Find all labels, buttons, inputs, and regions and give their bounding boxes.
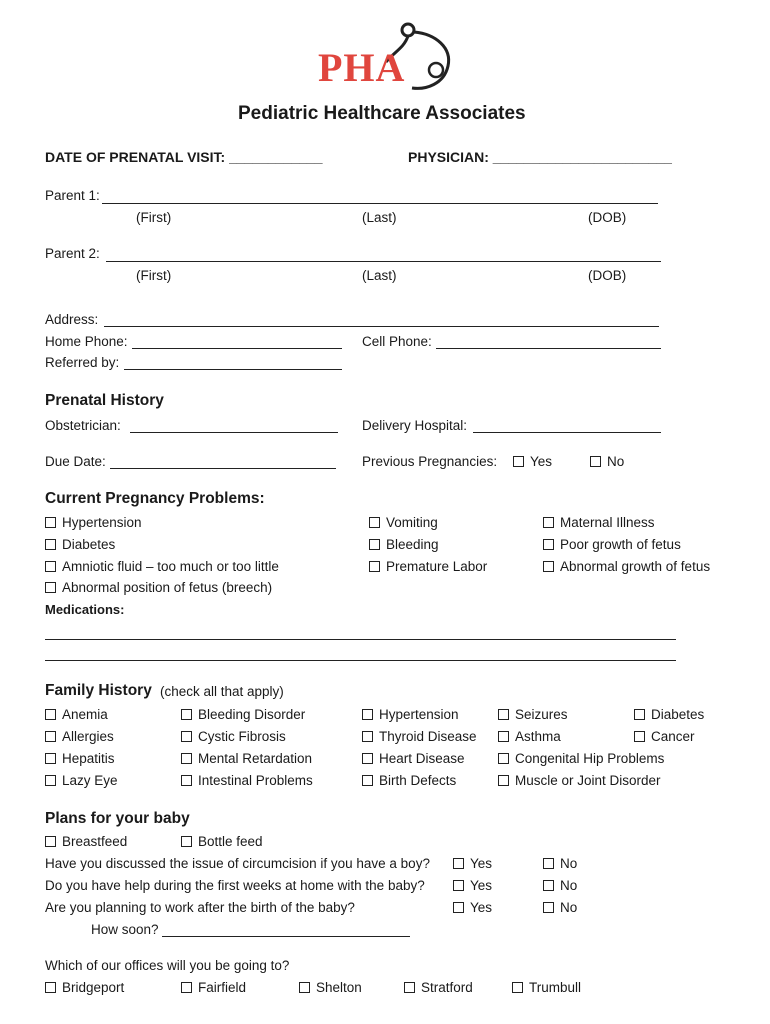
checkbox-icon[interactable] <box>45 731 56 742</box>
family-item[interactable]: Heart Disease <box>362 751 465 766</box>
offices-question: Which of our offices will you be going to? <box>45 958 290 973</box>
checkbox-icon[interactable] <box>362 709 373 720</box>
parent1-field[interactable] <box>102 203 658 204</box>
problem-item[interactable]: Poor growth of fetus <box>543 537 681 552</box>
circumcision-question: Have you discussed the issue of circumcision if you have a boy? <box>45 856 430 871</box>
checkbox-icon[interactable] <box>498 753 509 764</box>
obstetrician-field[interactable] <box>130 432 338 433</box>
cell-phone-field[interactable] <box>436 348 661 349</box>
pregnancy-problems-heading: Current Pregnancy Problems: <box>45 490 265 507</box>
checkbox-icon[interactable] <box>45 982 56 993</box>
home-phone-field[interactable] <box>132 348 342 349</box>
checkbox-icon[interactable] <box>543 539 554 550</box>
family-item[interactable]: Birth Defects <box>362 773 456 788</box>
medications-line-1[interactable] <box>45 639 676 640</box>
due-date-label: Due Date: <box>45 454 106 469</box>
family-item[interactable]: Lazy Eye <box>45 773 118 788</box>
problem-item[interactable]: Hypertension <box>45 515 142 530</box>
home-phone-label: Home Phone: <box>45 334 128 349</box>
office-option[interactable]: Trumbull <box>512 980 581 995</box>
checkbox-icon[interactable] <box>453 858 464 869</box>
checkbox-icon[interactable] <box>634 709 645 720</box>
parent2-first-caption: (First) <box>136 268 172 283</box>
how-soon-label: How soon? <box>91 922 159 937</box>
checkbox-icon[interactable] <box>45 753 56 764</box>
checkbox-icon[interactable] <box>45 582 56 593</box>
checkbox-icon[interactable] <box>45 775 56 786</box>
checkbox-icon[interactable] <box>543 880 554 891</box>
checkbox-icon[interactable] <box>362 753 373 764</box>
checkbox-icon[interactable] <box>362 775 373 786</box>
referred-by-field[interactable] <box>124 369 342 370</box>
family-item[interactable]: Bleeding Disorder <box>181 707 305 722</box>
work-no[interactable]: No <box>543 900 577 915</box>
problem-item[interactable]: Bleeding <box>369 537 439 552</box>
prenatal-visit-date-label[interactable]: DATE OF PRENATAL VISIT: ____________ <box>45 149 323 165</box>
checkbox-icon[interactable] <box>45 517 56 528</box>
checkbox-icon[interactable] <box>543 858 554 869</box>
logo <box>316 18 456 96</box>
checkbox-icon[interactable] <box>181 709 192 720</box>
family-item[interactable]: Allergies <box>45 729 114 744</box>
checkbox-icon[interactable] <box>299 982 310 993</box>
family-item[interactable]: Anemia <box>45 707 108 722</box>
address-field[interactable] <box>104 326 659 327</box>
obstetrician-label: Obstetrician: <box>45 418 121 433</box>
physician-label[interactable]: PHYSICIAN: _______________________ <box>408 149 672 165</box>
previous-pregnancies-no[interactable]: No <box>590 454 624 469</box>
checkbox-icon[interactable] <box>369 517 380 528</box>
checkbox-icon[interactable] <box>45 539 56 550</box>
logo-text: PHA <box>318 45 406 90</box>
checkbox-icon[interactable] <box>512 982 523 993</box>
family-item[interactable]: Congenital Hip Problems <box>498 751 664 766</box>
medications-line-2[interactable] <box>45 660 676 661</box>
problem-item[interactable]: Diabetes <box>45 537 115 552</box>
checkbox-icon[interactable] <box>513 456 524 467</box>
help-question: Do you have help during the first weeks at home with the baby? <box>45 878 425 893</box>
parent1-label: Parent 1: <box>45 188 100 203</box>
checkbox-icon[interactable] <box>181 775 192 786</box>
family-item[interactable]: Muscle or Joint Disorder <box>498 773 661 788</box>
delivery-hospital-label: Delivery Hospital: <box>362 418 468 433</box>
office-option[interactable]: Shelton <box>299 980 362 995</box>
checkbox-icon[interactable] <box>634 731 645 742</box>
parent1-dob-caption: (DOB) <box>588 210 627 225</box>
parent1-first-caption: (First) <box>136 210 172 225</box>
medications-label: Medications: <box>45 602 125 617</box>
bottlefeed-option[interactable]: Bottle feed <box>181 834 263 849</box>
family-item[interactable]: Intestinal Problems <box>181 773 313 788</box>
problem-item[interactable]: Abnormal growth of fetus <box>543 559 710 574</box>
how-soon-field[interactable] <box>162 936 410 937</box>
office-option[interactable]: Fairfield <box>181 980 246 995</box>
parent2-label: Parent 2: <box>45 246 100 261</box>
prenatal-history-heading: Prenatal History <box>45 392 164 409</box>
address-label: Address: <box>45 312 99 327</box>
family-history-heading: Family History <box>45 682 152 699</box>
checkbox-icon[interactable] <box>45 836 56 847</box>
family-item[interactable]: Diabetes <box>634 707 704 722</box>
checkbox-icon[interactable] <box>45 709 56 720</box>
circumcision-no[interactable]: No <box>543 856 577 871</box>
checkbox-icon[interactable] <box>498 731 509 742</box>
previous-pregnancies-label: Previous Pregnancies: <box>362 454 498 469</box>
plans-heading: Plans for your baby <box>45 810 190 827</box>
family-item[interactable]: Cancer <box>634 729 695 744</box>
family-item[interactable]: Hepatitis <box>45 751 115 766</box>
family-item[interactable]: Mental Retardation <box>181 751 312 766</box>
checkbox-icon[interactable] <box>181 753 192 764</box>
parent2-field[interactable] <box>106 261 661 262</box>
checkbox-icon[interactable] <box>181 836 192 847</box>
checkbox-icon[interactable] <box>543 902 554 913</box>
work-question: Are you planning to work after the birth of the baby? <box>45 900 355 915</box>
work-yes[interactable]: Yes <box>453 900 492 915</box>
checkbox-icon[interactable] <box>362 731 373 742</box>
checkbox-icon[interactable] <box>45 561 56 572</box>
office-option[interactable]: Stratford <box>404 980 473 995</box>
help-yes[interactable]: Yes <box>453 878 492 893</box>
checkbox-icon[interactable] <box>181 982 192 993</box>
checkbox-icon[interactable] <box>543 517 554 528</box>
checkbox-icon[interactable] <box>453 902 464 913</box>
family-item[interactable]: Hypertension <box>362 707 459 722</box>
parent2-last-caption: (Last) <box>362 268 397 283</box>
family-item[interactable]: Asthma <box>498 729 561 744</box>
problem-item[interactable]: Maternal Illness <box>543 515 655 530</box>
checkbox-icon[interactable] <box>590 456 601 467</box>
family-history-note: (check all that apply) <box>160 684 284 699</box>
due-date-field[interactable] <box>110 468 336 469</box>
problem-item[interactable]: Abnormal position of fetus (breech) <box>45 580 272 595</box>
family-item[interactable]: Thyroid Disease <box>362 729 477 744</box>
circumcision-yes[interactable]: Yes <box>453 856 492 871</box>
cell-phone-label: Cell Phone: <box>362 334 432 349</box>
problem-item[interactable]: Vomiting <box>369 515 438 530</box>
parent2-dob-caption: (DOB) <box>588 268 627 283</box>
office-option[interactable]: Bridgeport <box>45 980 124 995</box>
breastfeed-option[interactable]: Breastfeed <box>45 834 127 849</box>
previous-pregnancies-yes[interactable]: Yes <box>513 454 552 469</box>
help-no[interactable]: No <box>543 878 577 893</box>
checkbox-icon[interactable] <box>369 539 380 550</box>
checkbox-icon[interactable] <box>543 561 554 572</box>
page-title: Pediatric Healthcare Associates <box>238 103 526 124</box>
checkbox-icon[interactable] <box>369 561 380 572</box>
checkbox-icon[interactable] <box>498 709 509 720</box>
referred-by-label: Referred by: <box>45 355 120 370</box>
checkbox-icon[interactable] <box>453 880 464 891</box>
delivery-hospital-field[interactable] <box>473 432 661 433</box>
checkbox-icon[interactable] <box>404 982 415 993</box>
checkbox-icon[interactable] <box>498 775 509 786</box>
family-item[interactable]: Cystic Fibrosis <box>181 729 286 744</box>
family-item[interactable]: Seizures <box>498 707 568 722</box>
problem-item[interactable]: Amniotic fluid – too much or too little <box>45 559 279 574</box>
checkbox-icon[interactable] <box>181 731 192 742</box>
parent1-last-caption: (Last) <box>362 210 397 225</box>
problem-item[interactable]: Premature Labor <box>369 559 487 574</box>
